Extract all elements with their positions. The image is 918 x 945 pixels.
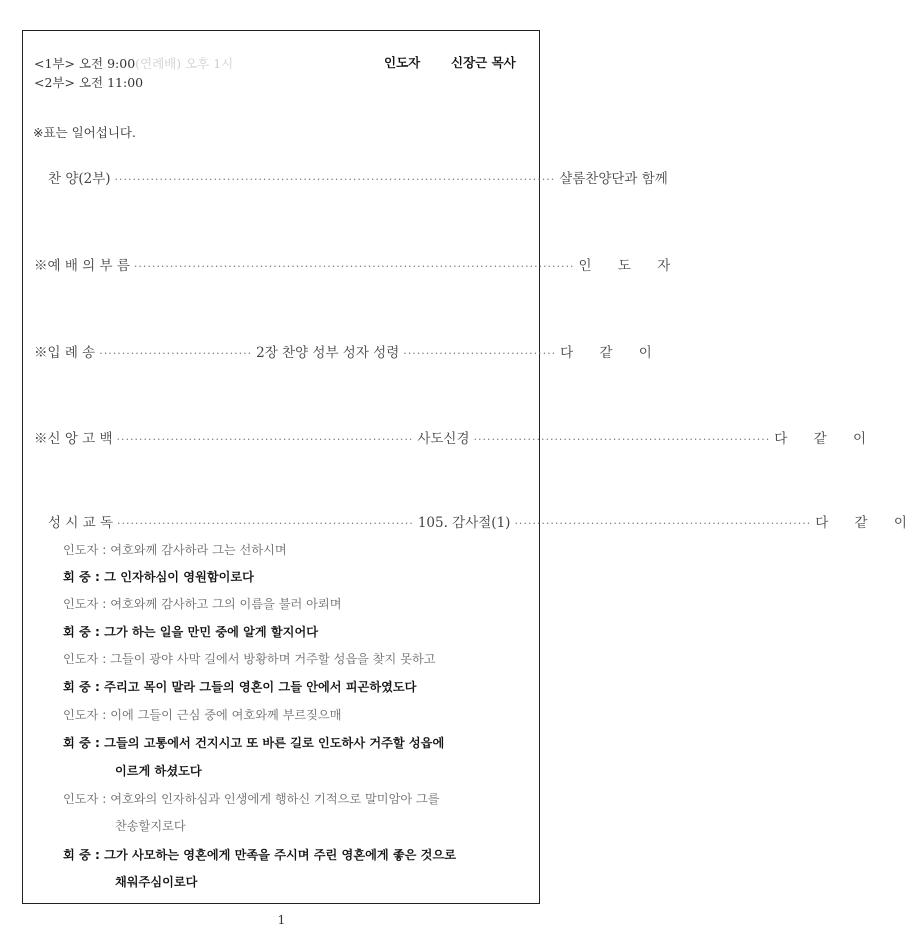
leader-name: 신장근 목사 [451, 55, 516, 70]
page-frame [22, 30, 918, 904]
reading-line: 인도자 : 그들이 광야 사막 길에서 방황하며 거주할 성읍을 찾지 못하고 [63, 652, 436, 666]
order-item-call-to-worship: ※예 배 의 부 름 ·································································································· 인 도 자 [34, 258, 682, 274]
reading-line-continued: 찬송할지로다 [115, 819, 186, 833]
reading-line: 인도자 : 여호와께 감사하라 그는 선하시며 [63, 543, 287, 557]
reading-line: 인도자 : 여호와께 감사하고 그의 이름을 불러 아뢰며 [63, 597, 342, 611]
reading-line: 인도자 : 여호와의 인자하심과 인생에게 행하신 기적으로 말미암아 그를 [63, 792, 440, 806]
service-time-2: <2부> 오전 11:00 [34, 75, 144, 90]
order-item-responsive-reading: 성 시 교 독 ·································································· 105. 감사절(1) ·································································· 다 같 이 [48, 515, 918, 531]
reading-line: 회 중 : 그가 사모하는 영혼에게 만족을 주시며 주린 영혼에게 좋은 것으로 [63, 848, 456, 862]
page-number: 1 [277, 913, 286, 927]
reading-line: 회 중 : 그들의 고통에서 건지시고 또 바른 길로 인도하사 거주할 성읍에 [63, 736, 445, 750]
reading-line-continued: 채워주심이로다 [115, 875, 198, 889]
order-item-creed: ※신 앙 고 백 ·································································· 사도신경 ·································································· 다 같 이 [34, 431, 877, 447]
reading-line: 인도자 : 이에 그들이 근심 중에 여호와께 부르짖으매 [63, 708, 342, 722]
reading-line: 회 중 : 그 인자하심이 영원함이로다 [63, 570, 254, 584]
standing-note: ※표는 일어섭니다. [33, 125, 136, 140]
reading-line: 회 중 : 그가 하는 일을 만민 중에 알게 할지어다 [63, 625, 318, 639]
service-time-1: <1부> 오전 9:00(연례배) 오후 1시 [34, 56, 234, 71]
order-item-entrance-hymn: ※입 례 송 ·································· 2장 찬양 성부 성자 성령 ·································· 다 같 이 [34, 345, 663, 361]
leader-label: 인도자 [384, 55, 421, 70]
reading-line: 회 중 : 주리고 목이 말라 그들의 영혼이 그들 안에서 피곤하였도다 [63, 680, 417, 694]
reading-line-continued: 이르게 하셨도다 [115, 764, 202, 778]
order-item-praise: 찬 양(2부) ·································································································· 샬롬찬양단과 함께 [48, 171, 668, 187]
